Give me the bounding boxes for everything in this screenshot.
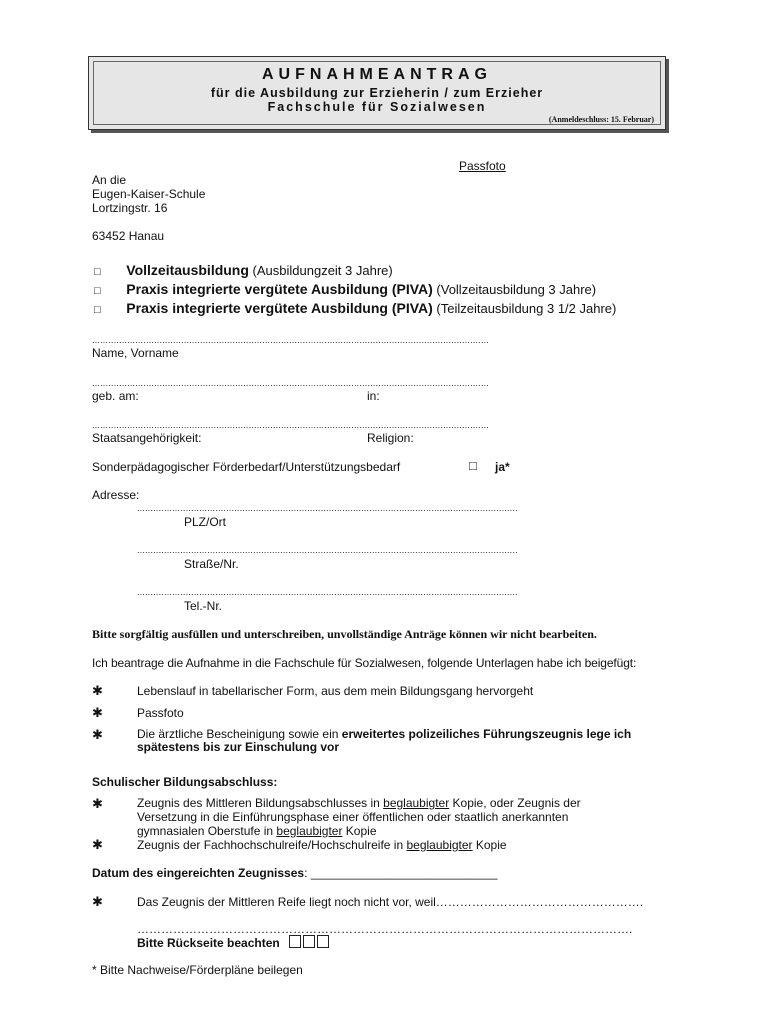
street-input-line[interactable]: ............................................................................................................................................. <box>137 545 518 555</box>
option-label: Vollzeitausbildung <box>126 262 249 278</box>
document-medical-bold: erweitertes polizeiliches Führungszeugnis lege ich <box>341 727 632 741</box>
education-item2 <box>137 838 507 852</box>
option-detail: (Vollzeitausbildung 3 Jahre) <box>432 282 597 297</box>
special-needs-label: Sonderpädagogischer Förderbedarf/Unterstützungsbedarf <box>92 460 401 474</box>
education-text: gymnasialen Oberstufe in <box>137 824 277 838</box>
education-item1-line3 <box>137 824 377 838</box>
footnote: * Bitte Nachweise/Förderpläne beilegen <box>92 963 303 977</box>
bullet-icon: ✱ <box>92 727 103 742</box>
address-line-3: Lortzingstr. 16 <box>92 201 168 215</box>
address-label: Adresse: <box>92 488 140 502</box>
bullet-icon: ✱ <box>92 894 103 909</box>
education-item1-line2: Versetzung in die Einführungsphase einer öffentlichen oder staatlich anerkannten <box>137 810 569 824</box>
name-input-line[interactable]: ................................................................................................................................................... <box>92 335 489 345</box>
signature-box-icon <box>289 935 301 948</box>
turn-over-note <box>137 935 329 950</box>
header-box <box>88 56 666 130</box>
option-label: Praxis integrierte vergütete Ausbildung (PIVA) <box>126 281 433 297</box>
notice-text: Bitte sorgfältig ausfüllen und unterschreiben, unvollständige Anträge können wir nicht bearbeiten. <box>92 627 597 641</box>
form-title: AUFNAHMEANTRAG <box>262 66 492 83</box>
nationality-input-line[interactable]: ................................................................................................................................................... <box>92 420 489 430</box>
education-underlined: beglaubigter <box>383 796 450 810</box>
education-text: Kopie <box>472 838 507 852</box>
special-needs-checkbox[interactable]: □ <box>469 458 477 473</box>
education-heading: Schulischer Bildungsabschluss: <box>92 775 278 789</box>
special-needs-yes-label: ja* <box>495 460 510 474</box>
document-medical-line2: spätestens bis zur Einschulung vor <box>137 740 340 754</box>
name-label: Name, Vorname <box>92 346 179 360</box>
bullet-icon: ✱ <box>92 796 103 811</box>
birth-input-line[interactable]: ................................................................................................................................................... <box>92 378 489 388</box>
education-underlined: beglaubigter <box>406 838 473 852</box>
education-text: Zeugnis der Fachhochschulreife/Hochschulreife in <box>137 838 407 852</box>
checkbox-icon[interactable]: □ <box>94 304 101 316</box>
bullet-icon: ✱ <box>92 683 103 698</box>
checkbox-icon[interactable]: □ <box>94 285 101 297</box>
document-medical-text: Die ärztliche Bescheinigung sowie ein <box>137 727 342 741</box>
option-detail: (Teilzeitausbildung 3 1/2 Jahre) <box>432 301 617 316</box>
birth-place-label: in: <box>367 389 380 403</box>
education-text: Zeugnis des Mittleren Bildungsabschlusses in <box>137 796 384 810</box>
date-submitted-line[interactable]: ____________________________ <box>310 866 498 880</box>
option-label: Praxis integrierte vergütete Ausbildung (PIVA) <box>126 300 433 316</box>
religion-label: Religion: <box>367 431 414 445</box>
street-label: Straße/Nr. <box>184 557 239 571</box>
option-vollzeit[interactable] <box>94 262 393 278</box>
education-underlined: beglaubigter <box>276 824 343 838</box>
header-inner-frame <box>93 61 661 125</box>
date-submitted-label: Datum des eingereichten Zeugnisses <box>92 866 305 880</box>
signature-box-icon <box>317 935 329 948</box>
address-line-2: Eugen-Kaiser-Schule <box>92 187 206 201</box>
birth-date-label: geb. am: <box>92 389 139 403</box>
address-line-4: 63452 Hanau <box>92 229 165 243</box>
document-medical-line1 <box>137 727 631 741</box>
reason-text[interactable]: Das Zeugnis der Mittleren Reife liegt noch nicht vor, weil……………………………………………. <box>137 895 644 909</box>
option-detail: (Ausbildungzeit 3 Jahre) <box>248 263 393 278</box>
document-passfoto: Passfoto <box>137 706 184 720</box>
checkbox-icon[interactable]: □ <box>94 266 101 278</box>
plz-input-line[interactable]: ............................................................................................................................................. <box>137 503 518 513</box>
document-cv: Lebenslauf in tabellarischer Form, aus dem mein Bildungsgang hervorgeht <box>137 684 534 698</box>
turn-over-text: Bitte Rückseite beachten <box>137 936 280 950</box>
deadline-note: (Anmeldeschluss: 15. Februar) <box>548 115 654 124</box>
education-text: Kopie, oder Zeugnis der <box>449 796 581 810</box>
date-submitted-colon: : <box>304 866 311 880</box>
signature-box-icon <box>303 935 315 948</box>
date-submitted-row[interactable] <box>92 866 498 880</box>
nationality-label: Staatsangehörigkeit: <box>92 431 202 445</box>
option-piva-teilzeit[interactable] <box>94 300 616 316</box>
tel-label: Tel.-Nr. <box>184 599 223 613</box>
intro-text: Ich beantrage die Aufnahme in die Fachschule für Sozialwesen, folgende Unterlagen habe ich beigefügt: <box>92 656 637 670</box>
passfoto-label: Passfoto <box>459 159 506 173</box>
tel-input-line[interactable]: ............................................................................................................................................. <box>137 587 518 597</box>
address-line-1: An die <box>92 173 127 187</box>
plz-label: PLZ/Ort <box>184 515 227 529</box>
bullet-icon: ✱ <box>92 837 103 852</box>
education-item1-line1 <box>137 796 581 810</box>
bullet-icon: ✱ <box>92 705 103 720</box>
education-text: Kopie <box>342 824 377 838</box>
form-subtitle: für die Ausbildung zur Erzieherin / zum Erzieher <box>210 86 544 100</box>
school-type: Fachschule für Sozialwesen <box>267 100 487 114</box>
reason-line[interactable]: ……………………………………………………………………………………………………………. <box>137 922 633 936</box>
option-piva-vollzeit[interactable] <box>94 281 596 297</box>
